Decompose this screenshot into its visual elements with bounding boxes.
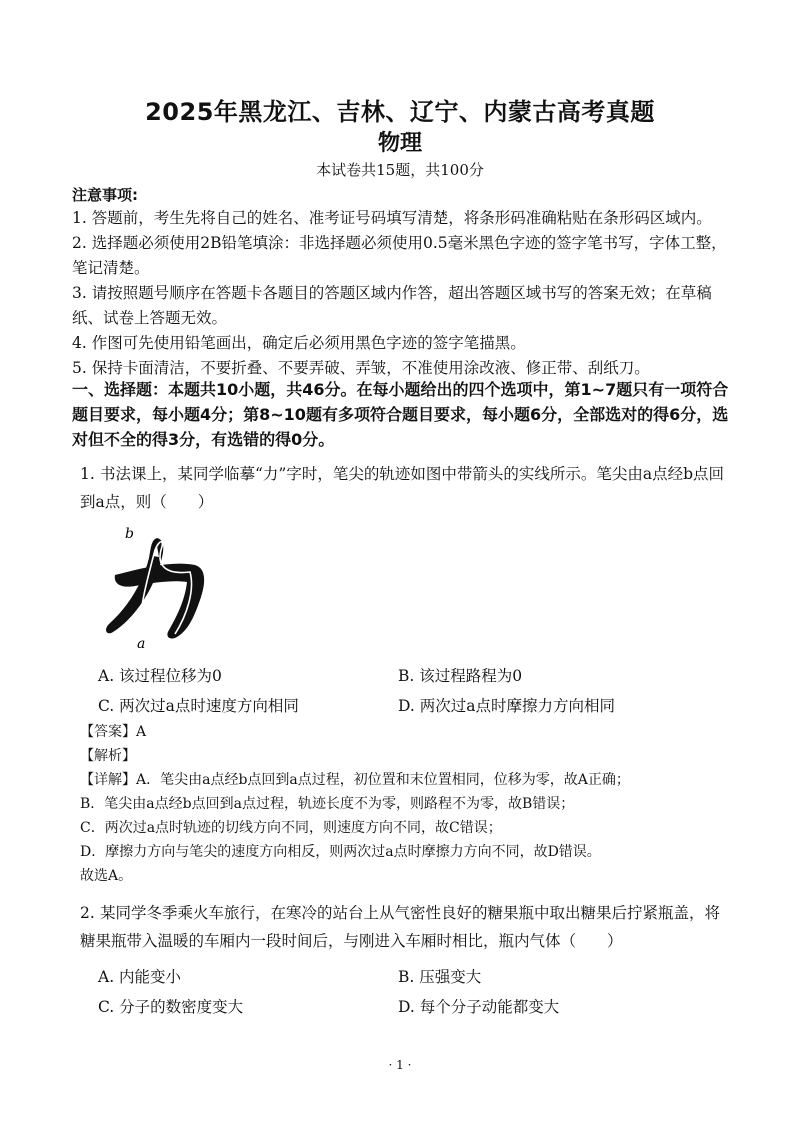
q1-answer-block	[80, 720, 740, 888]
section-heading: 一、选择题：本题共10小题，共46分。在每小题给出的四个选项中，第1~7题只有一项符合题目要求，每小题4分；第8~10题有多项符合题目要求，每小题6分，全部选对的得6分，选对但不全的得3分，有选错的得0分。	[72, 380, 729, 449]
detail-line: B．笔尖由a点经b点回到a点过程，轨迹长度不为零，则路程不为零，故B错误；	[80, 796, 575, 812]
notice-item: 5. 保持卡面清洁，不要折叠、不要弄破、弄皱，不准使用涂改液、修正带、刮纸刀。	[72, 359, 650, 377]
detail-line: C．两次过a点时轨迹的切线方向不同，则速度方向不同，故C错误；	[80, 820, 502, 836]
exam-meta: 本试卷共15题，共100分	[316, 161, 484, 179]
notice-list	[72, 206, 732, 381]
detail-line: 【详解】A．笔尖由a点经b点回到a点过程，初位置和末位置相同，位移为零，故A正确；	[80, 772, 630, 788]
point-a-label: a	[137, 636, 146, 650]
question-1	[80, 460, 730, 516]
question-number: 2.	[80, 904, 95, 922]
option-a[interactable]: A. 该过程位移为0	[98, 667, 222, 685]
notice-item: 1. 答题前，考生先将自己的姓名、准考证号码填写清楚，将条形码准确粘贴在条形码区域内。	[72, 209, 712, 227]
option-b[interactable]: B. 压强变大	[398, 968, 482, 986]
option-c[interactable]: C. 分子的数密度变大	[98, 998, 244, 1016]
answer: 【答案】A	[80, 724, 147, 740]
notice-item: 4. 作图可先使用铅笔画出，确定后必须用黑色字迹的签字笔描黑。	[72, 334, 526, 352]
page-number: · 1 ·	[388, 1058, 412, 1072]
notice-item: 3. 请按照题号顺序在答题卡各题目的答题区域内作答，超出答题区域书写的答案无效；在草稿纸、试卷上答题无效。	[72, 284, 712, 327]
option-c[interactable]: C. 两次过a点时速度方向相同	[98, 697, 299, 715]
detail-line: 故选A。	[80, 868, 133, 884]
subject-title: 物理	[377, 131, 422, 156]
point-b-label: b	[125, 526, 134, 542]
option-b[interactable]: B. 该过程路程为0	[398, 667, 523, 685]
option-d[interactable]: D. 两次过a点时摩擦力方向相同	[398, 697, 615, 715]
question-2	[80, 899, 735, 955]
option-a[interactable]: A. 内能变小	[98, 968, 182, 986]
question-number: 1.	[80, 465, 95, 483]
exam-title: 2025年黑龙江、吉林、辽宁、内蒙古高考真题	[145, 98, 655, 126]
detail-line: D．摩擦力方向与笔尖的速度方向相反，则两次过a点时摩擦力方向不同，故D错误。	[80, 844, 601, 860]
question-stem: 某同学冬季乘火车旅行，在寒冷的站台上从气密性良好的糖果瓶中取出糖果后拧紧瓶盖，将糖果瓶带入温暖的车厢内一段时间后，与刚进入车厢时相比，瓶内气体（ ）	[80, 904, 721, 950]
notice-heading: 注意事项:	[72, 186, 138, 204]
question-stem: 书法课上，某同学临摹“力”字时，笔尖的轨迹如图中带箭头的实线所示。笔尖由a点经b点回到a点，则（ ）	[80, 465, 725, 511]
notice-item: 2. 选择题必须使用2B铅笔填涂：非选择题必须使用0.5毫米黑色字迹的签字笔书写，字体工整，笔记清楚。	[72, 234, 727, 277]
calligraphy-figure	[95, 520, 215, 650]
analysis-heading: 【解析】	[80, 748, 136, 764]
option-d[interactable]: D. 每个分子动能都变大	[398, 998, 560, 1016]
